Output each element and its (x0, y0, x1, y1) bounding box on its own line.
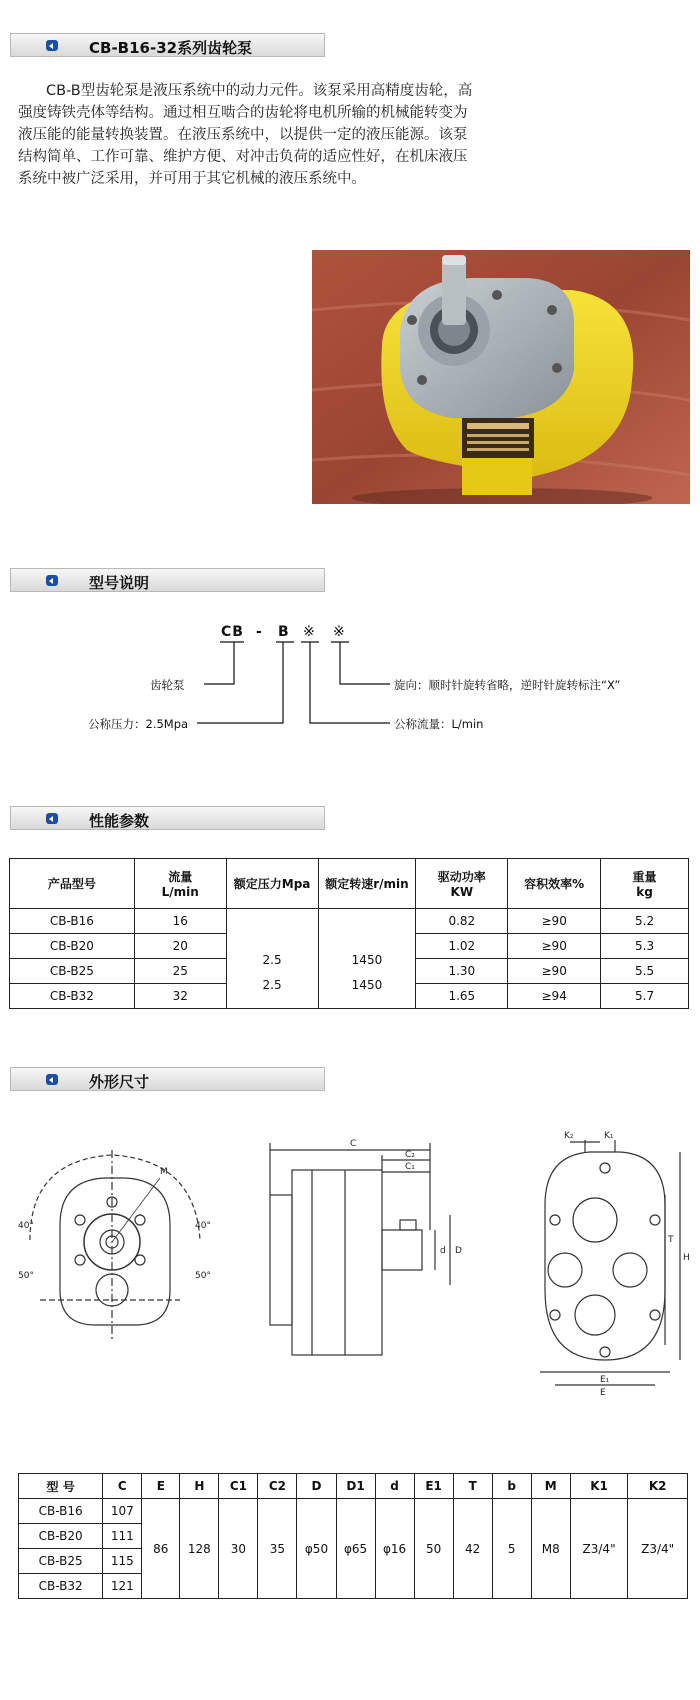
col-header: H (180, 1474, 219, 1499)
cell-power: 0.82 (416, 909, 508, 934)
model-leader-lines (0, 0, 700, 740)
col-header: 重量 kg (601, 859, 689, 909)
arrow-left-icon (46, 1074, 58, 1085)
intro-paragraph: CB-B型齿轮泵是液压系统中的动力元件。该泵采用高精度齿轮，高强度铸铁壳体等结构。通过相互啮合的齿轮将电机所输的机械能转变为液压能的能量转换装置。在液压系统中，以提供一定的液压能源。该泵结构简单、工作可靠、维护方便、对冲击负荷的适应性好，在机床液压系统中被广泛采用，并可用于其它机械的液压系统中。 (18, 83, 473, 187)
dim-label-c1: C₁ (405, 1162, 415, 1172)
table-header-row (10, 859, 689, 909)
cell-h: 128 (180, 1499, 219, 1599)
col-header: C2 (258, 1474, 297, 1499)
label-pressure: 公称压力：2.5Mpa (88, 717, 189, 731)
cell-model: CB-B32 (10, 984, 135, 1009)
col-header: C (103, 1474, 142, 1499)
dimension-drawings (0, 1110, 700, 1410)
cell-d-small: φ16 (375, 1499, 414, 1599)
cell-c: 115 (103, 1549, 142, 1574)
cell-c2: 35 (258, 1499, 297, 1599)
cell-efficiency: ≥90 (508, 934, 601, 959)
angle-label: 40° (18, 1221, 34, 1231)
code-x2: ※ (333, 624, 346, 640)
cell-weight: 5.7 (601, 984, 689, 1009)
col-header: T (453, 1474, 492, 1499)
cell-m: M8 (531, 1499, 570, 1599)
dimension-table (18, 1473, 688, 1599)
cell-model: CB-B16 (19, 1499, 103, 1524)
col-header: b (492, 1474, 531, 1499)
cell-t: 42 (453, 1499, 492, 1599)
performance-table (9, 858, 689, 1009)
cell-model: CB-B32 (19, 1574, 103, 1599)
col-header: E (142, 1474, 180, 1499)
cell-c: 121 (103, 1574, 142, 1599)
cell-model: CB-B25 (10, 959, 135, 984)
cell-flow: 16 (134, 909, 226, 934)
table-row (10, 909, 689, 934)
code-x1: ※ (303, 624, 316, 640)
cell-pressure-merged (226, 909, 318, 1009)
side-view-drawing (270, 1143, 450, 1355)
col-header: 流量 L/min (134, 859, 226, 909)
front-view-drawing (30, 1150, 200, 1340)
col-header: D (297, 1474, 336, 1499)
label-flow: 公称流量：L/min (394, 717, 484, 731)
col-header: 驱动功率 KW (416, 859, 508, 909)
speed-value: 1450 (351, 952, 383, 967)
pressure-value: 2.5 (262, 977, 282, 992)
end-view-drawing (540, 1140, 680, 1385)
col-header: 额定转速r/min (318, 859, 416, 909)
cell-efficiency: ≥94 (508, 984, 601, 1009)
cell-power: 1.02 (416, 934, 508, 959)
code-dash: - (256, 624, 263, 640)
angle-label: 40° (195, 1221, 211, 1231)
cell-weight: 5.5 (601, 959, 689, 984)
col-header: C1 (219, 1474, 258, 1499)
col-header: 额定压力Mpa (226, 859, 318, 909)
label-pump: 齿轮泵 (150, 678, 185, 692)
section-header-dimensions (10, 1067, 325, 1091)
cell-e1: 50 (414, 1499, 453, 1599)
cell-speed-merged (318, 909, 416, 1009)
col-header: E1 (414, 1474, 453, 1499)
col-header: 产品型号 (10, 859, 135, 909)
pressure-value: 2.5 (262, 952, 282, 967)
dim-label-k1: K₁ (604, 1131, 614, 1141)
section-header-performance (10, 806, 325, 830)
arrow-left-icon (46, 813, 58, 824)
cell-model: CB-B25 (19, 1549, 103, 1574)
section-title: 外形尺寸 (89, 1073, 150, 1091)
dim-label-m: M (160, 1167, 168, 1177)
dim-label-c: C (350, 1139, 357, 1149)
col-header: d (375, 1474, 414, 1499)
table-header-row (19, 1474, 688, 1499)
cell-weight: 5.3 (601, 934, 689, 959)
cell-c: 107 (103, 1499, 142, 1524)
dim-label-t: T (668, 1235, 674, 1245)
cell-flow: 25 (134, 959, 226, 984)
col-header: M (531, 1474, 570, 1499)
col-header: D1 (336, 1474, 375, 1499)
cell-power: 1.30 (416, 959, 508, 984)
angle-label: 50° (18, 1271, 34, 1281)
cell-efficiency: ≥90 (508, 909, 601, 934)
dim-label-e1: E₁ (600, 1375, 610, 1385)
dim-label-c2: C₂ (405, 1150, 415, 1160)
speed-value: 1450 (351, 977, 383, 992)
cell-c: 111 (103, 1524, 142, 1549)
dim-label-h: H (683, 1253, 690, 1263)
cell-b: 5 (492, 1499, 531, 1599)
cell-c1: 30 (219, 1499, 258, 1599)
col-header: 容积效率% (508, 859, 601, 909)
col-header: 型 号 (19, 1474, 103, 1499)
cell-d1: φ65 (336, 1499, 375, 1599)
cell-model: CB-B20 (19, 1524, 103, 1549)
cell-d-large: φ50 (297, 1499, 336, 1599)
cell-model: CB-B20 (10, 934, 135, 959)
section-title: 型号说明 (89, 574, 150, 592)
table-row (19, 1499, 688, 1524)
code-cb: CB (221, 624, 244, 640)
label-rotation: 旋向：顺时针旋转省略，逆时针旋转标注“X” (394, 678, 621, 692)
col-header: K2 (628, 1474, 688, 1499)
col-header: K1 (570, 1474, 628, 1499)
section-title: CB-B16-32系列齿轮泵 (89, 39, 253, 57)
dim-label-d-small: d (440, 1246, 446, 1256)
code-b: B (278, 624, 290, 640)
cell-efficiency: ≥90 (508, 959, 601, 984)
cell-model: CB-B16 (10, 909, 135, 934)
cell-e: 86 (142, 1499, 180, 1599)
cell-k2: Z3/4" (628, 1499, 688, 1599)
angle-label: 50° (195, 1271, 211, 1281)
cell-flow: 20 (134, 934, 226, 959)
cell-weight: 5.2 (601, 909, 689, 934)
dim-label-d-large: D (455, 1246, 462, 1256)
dim-label-k2: K₂ (564, 1131, 574, 1141)
cell-k1: Z3/4" (570, 1499, 628, 1599)
section-title: 性能参数 (89, 812, 150, 830)
dim-label-e: E (600, 1388, 606, 1398)
cell-power: 1.65 (416, 984, 508, 1009)
cell-flow: 32 (134, 984, 226, 1009)
